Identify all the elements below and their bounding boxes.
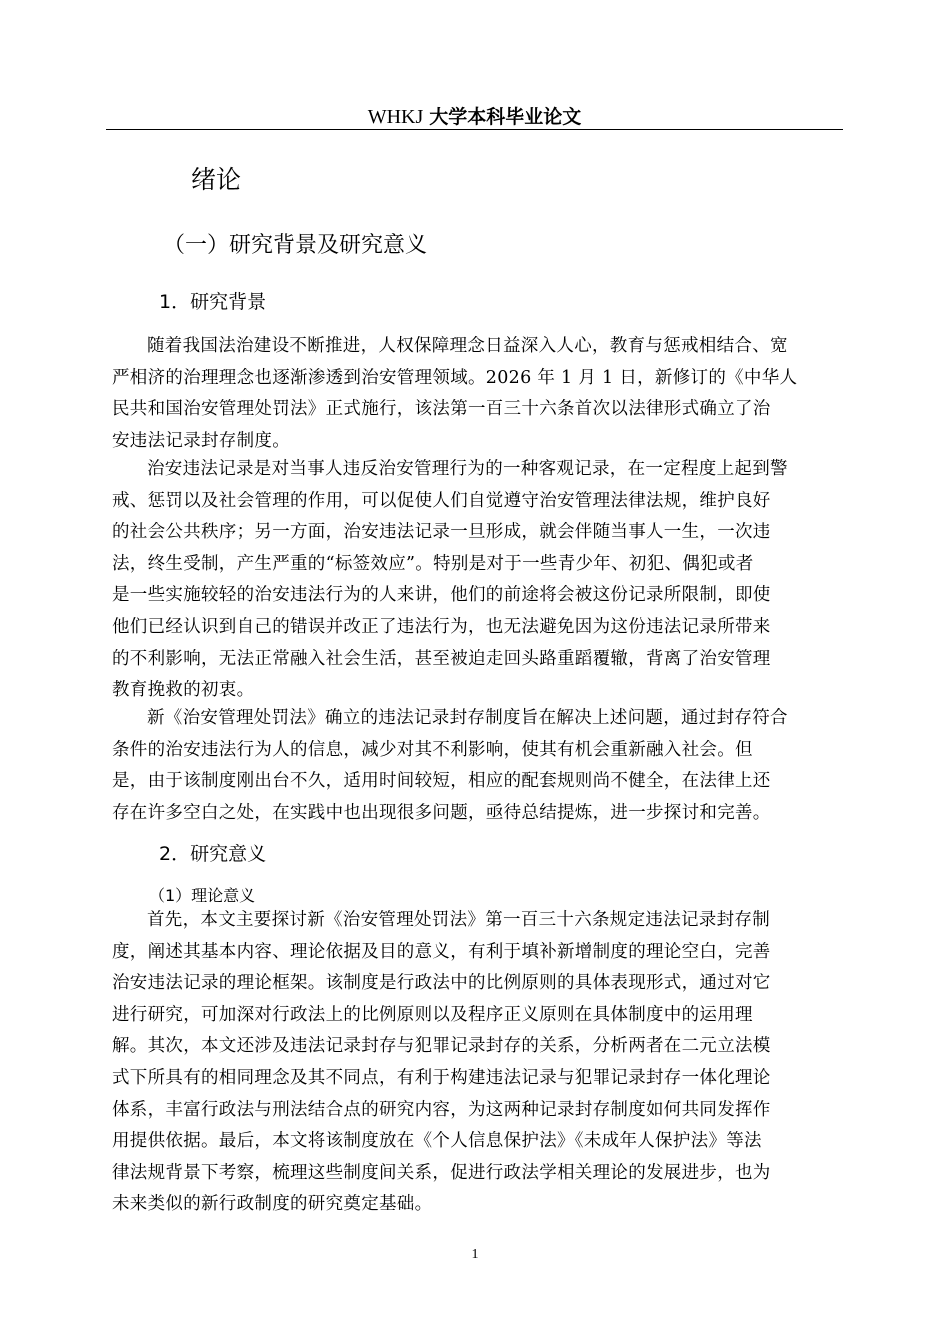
page-number: 1 [471,1247,479,1262]
header-divider [106,129,843,130]
text-line: 严相济的治理理念也逐渐渗透到治安管理领域。2026 年 1 月 1 日，新修订的《中华人 [112,367,798,388]
text-line: 首先，本文主要探讨新《治安管理处罚法》第一百三十六条规定违法记录封存制 [147,910,770,930]
text-line: 律法规背景下考察，梳理这些制度间关系，促进行政法学相关理论的发展进步，也为 [112,1162,771,1183]
paragraph-background-1 [112,331,840,457]
text-line: 是一些实施较轻的治安违法行为的人来讲，他们的前途将会被这份记录所限制，即使 [112,585,771,606]
text-line: 新《治安管理处罚法》确立的违法记录封存制度旨在解决上述问题，通过封存符合 [147,708,788,728]
text-line: 未来类似的新行政制度的研究奠定基础。 [112,1194,433,1215]
text-line: 存在许多空白之处，在实践中也出现很多问题，亟待总结提炼，进一步探讨和完善。 [112,802,771,823]
heading-theoretical-significance: （1）理论意义 [149,886,256,905]
text-line: 的社会公共秩序；另一方面，治安违法记录一旦形成，就会伴随当事人一生，一次违 [112,522,771,543]
text-line: 他们已经认识到自己的错误并改正了违法行为，也无法避免因为这份违法记录所带来 [112,616,771,637]
text-line: 解。其次，本文还涉及违法记录封存与犯罪记录封存的关系，分析两者在二元立法模 [112,1036,771,1057]
page-header [106,104,843,130]
heading-research-background: 1．研究背景 [159,291,267,313]
header-title: 大学本科毕业论文 [429,106,582,128]
section-title: 绪论 [191,165,242,194]
text-line: 教育挽救的初衷。 [112,680,255,701]
text-line: 戒、惩罚以及社会管理的作用，可以促使人们自觉遵守治安管理法律法规，维护良好 [112,490,771,511]
text-line: 进行研究，可加深对行政法上的比例原则以及程序正义原则在具体制度中的运用理 [112,1004,753,1025]
text-line: 随着我国法治建设不断推进，人权保障理念日益深入人心，教育与惩戒相结合、宽 [147,336,788,356]
paragraph-background-2 [112,454,840,707]
text-line: 治安违法记录的理论框架。该制度是行政法中的比例原则的具体表现形式，通过对它 [112,973,771,994]
text-line: 条件的治安违法行为人的信息，减少对其不利影响，使其有机会重新融入社会。但 [112,739,753,760]
text-line: 安违法记录封存制度。 [112,430,290,451]
subsection-title: （一）研究背景及研究意义 [163,233,428,258]
heading-research-significance: 2．研究意义 [159,843,267,865]
text-line: 用提供依据。最后，本文将该制度放在《个人信息保护法》《未成年人保护法》等法 [112,1131,762,1152]
text-line: 治安违法记录是对当事人违反治安管理行为的一种客观记录，在一定程度上起到警 [147,459,788,479]
text-line: 民共和国治安管理处罚法》正式施行，该法第一百三十六条首次以法律形式确立了治 [112,399,771,420]
paragraph-theory [112,905,840,1221]
text-line: 体系，丰富行政法与刑法结合点的研究内容，为这两种记录封存制度如何共同发挥作 [112,1099,771,1120]
text-line: 法，终生受制，产生严重的“标签效应”。特别是对于一些青少年、初犯、偶犯或者 [112,553,754,574]
text-line: 式下所具有的相同理念及其不同点，有利于构建违法记录与犯罪记录封存一体化理论 [112,1067,771,1088]
header-school-code: WHKJ [367,106,424,128]
paragraph-background-3 [112,703,840,829]
text-line: 度，阐述其基本内容、理论依据及目的意义，有利于填补新增制度的理论空白，完善 [112,941,771,962]
text-line: 的不利影响，无法正常融入社会生活，甚至被迫走回头路重蹈覆辙，背离了治安管理 [112,648,771,669]
text-line: 是，由于该制度刚出台不久，适用时间较短，相应的配套规则尚不健全，在法律上还 [112,771,771,792]
